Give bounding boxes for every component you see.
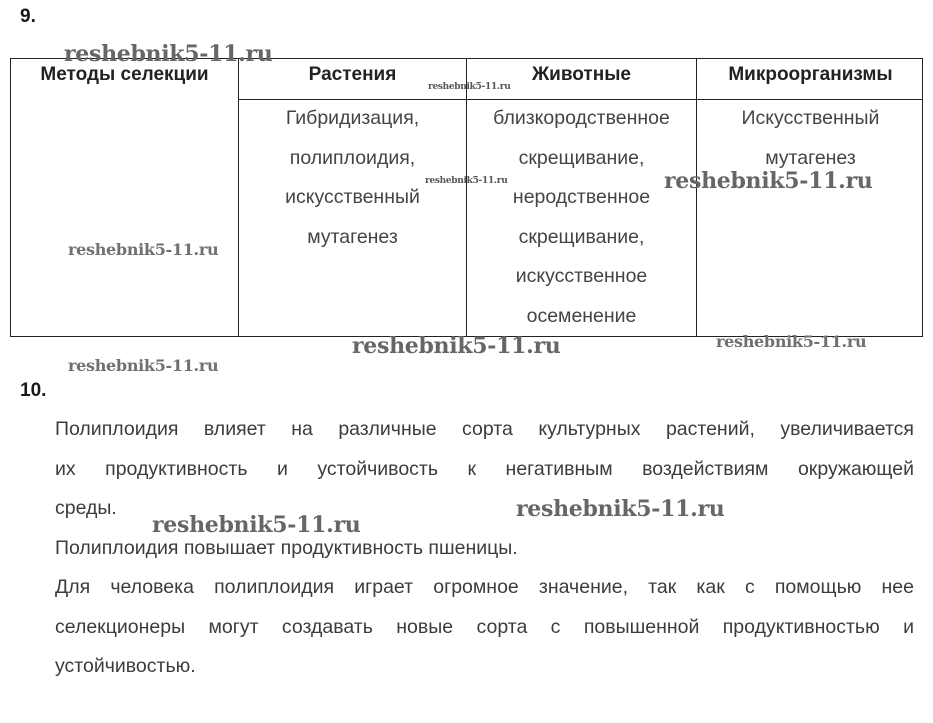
cell-line: осеменение [526,304,637,327]
cell-line: искусственное [515,265,648,287]
table-header-plants: Растения [308,64,397,85]
cell-line: полиплоидия, [289,146,416,169]
paragraph-line: селекционеры могут создавать новые сорта с повышенной продуктивностью и [55,615,914,638]
paragraph-line: Полиплоидия влияет на различные сорта культурных растений, увеличивается [55,418,914,440]
task-number-9: 9. [20,6,36,27]
cell-line: мутагенез [307,225,398,248]
answer-paragraph-3 [55,568,914,687]
cell-line: искусственный [285,186,420,208]
task-number-10: 10. [20,380,47,401]
table-header-animals: Животные [532,64,631,85]
watermark: reshebnik5-11.ru [516,496,725,522]
watermark: reshebnik5-11.ru [68,356,219,375]
watermark: reshebnik5-11.ru [716,332,867,351]
paragraph-line: среды. [55,497,117,519]
paragraph-line: устойчивостью. [55,655,196,677]
watermark: reshebnik5-11.ru [68,240,219,259]
answer-paragraph-1 [55,410,914,529]
watermark: reshebnik5-11.ru [664,168,873,194]
selection-methods-table [10,58,923,337]
watermark: reshebnik5-11.ru [428,82,511,92]
cell-line: скрещивание, [518,225,645,248]
watermark: reshebnik5-11.ru [64,41,273,67]
table-header-methods: Методы селекции [40,64,209,85]
cell-line: Гибридизация, [285,107,420,129]
table-header-microorganisms: Микроорганизмы [728,64,893,85]
cell-line: Искусственный [741,107,880,129]
table-cell-microorganisms [697,99,924,178]
paragraph-line: их продуктивность и устойчивость к негативным воздействиям окружающей [55,457,914,480]
paragraph-line: Для человека полиплоидия играет огромное значение, так как с помощью нее [55,576,914,598]
table-cell-animals [467,99,696,336]
cell-line: близкородственное [493,107,670,129]
watermark: reshebnik5-11.ru [425,176,508,186]
paragraph-line: Полиплоидия повышает продуктивность пшеницы. [55,537,518,559]
watermark: reshebnik5-11.ru [152,512,361,538]
cell-line: мутагенез [765,146,856,169]
cell-line: скрещивание, [518,146,645,169]
watermark: reshebnik5-11.ru [352,333,561,359]
cell-line: неродственное [512,186,651,208]
